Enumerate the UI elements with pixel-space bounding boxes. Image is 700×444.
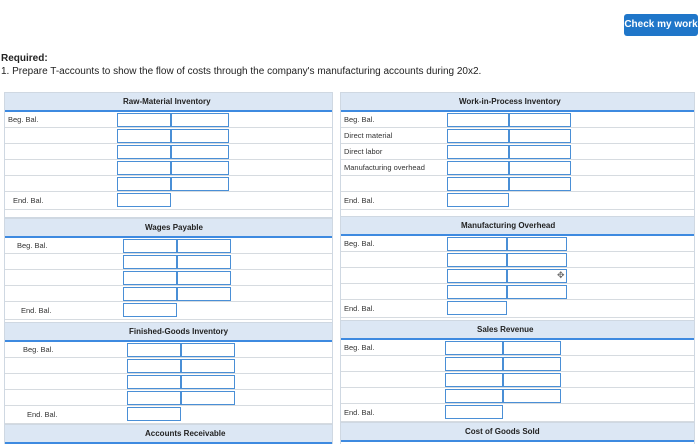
- debit-input[interactable]: [123, 255, 177, 269]
- end-bal-label: End. Bal.: [27, 410, 58, 419]
- beg-bal-label: Beg. Bal.: [344, 239, 375, 248]
- t-account-accounts-receivable: [4, 424, 333, 444]
- end-bal-input[interactable]: [445, 405, 503, 419]
- end-bal-input[interactable]: [447, 193, 509, 207]
- end-bal-input[interactable]: [447, 301, 507, 315]
- account-title: Manufacturing Overhead: [341, 217, 694, 236]
- debit-input[interactable]: [447, 145, 509, 159]
- check-my-work-button[interactable]: Check my work: [624, 14, 698, 36]
- debit-input[interactable]: [445, 341, 503, 355]
- account-title: Wages Payable: [5, 219, 332, 238]
- credit-input[interactable]: [503, 373, 561, 387]
- credit-input[interactable]: [181, 343, 235, 357]
- debit-input[interactable]: [127, 391, 181, 405]
- end-bal-input[interactable]: [117, 193, 171, 207]
- debit-input[interactable]: [127, 343, 181, 357]
- credit-input[interactable]: [177, 271, 231, 285]
- debit-input[interactable]: [447, 237, 507, 251]
- debit-input[interactable]: [447, 113, 509, 127]
- t-account-cost-of-goods-sold: [340, 422, 695, 444]
- debit-input[interactable]: [123, 239, 177, 253]
- credit-input[interactable]: [171, 113, 229, 127]
- beg-bal-label: Beg. Bal.: [23, 345, 54, 354]
- credit-input[interactable]: [509, 177, 571, 191]
- debit-input[interactable]: [123, 271, 177, 285]
- debit-input[interactable]: [117, 177, 171, 191]
- credit-input[interactable]: [177, 239, 231, 253]
- account-title: Accounts Receivable: [5, 425, 332, 444]
- debit-input[interactable]: [127, 359, 181, 373]
- end-bal-label: End. Bal.: [344, 196, 375, 205]
- t-account-sales-revenue: [340, 320, 695, 426]
- required-heading: Required:: [1, 53, 48, 64]
- end-bal-label: End. Bal.: [13, 196, 44, 205]
- direct-material-label: Direct material: [344, 131, 393, 140]
- debit-input[interactable]: [447, 253, 507, 267]
- credit-input[interactable]: [503, 389, 561, 403]
- credit-input[interactable]: [177, 287, 231, 301]
- end-bal-input[interactable]: [127, 407, 181, 421]
- debit-input[interactable]: [445, 357, 503, 371]
- debit-input[interactable]: [445, 373, 503, 387]
- end-bal-input[interactable]: [123, 303, 177, 317]
- beg-bal-label: Beg. Bal.: [344, 115, 375, 124]
- credit-input[interactable]: [171, 129, 229, 143]
- credit-input[interactable]: [507, 237, 567, 251]
- credit-input[interactable]: [509, 145, 571, 159]
- credit-input[interactable]: [171, 145, 229, 159]
- account-title: Raw-Material Inventory: [5, 93, 332, 112]
- credit-input[interactable]: [507, 285, 567, 299]
- direct-labor-label: Direct labor: [344, 147, 383, 156]
- end-bal-label: End. Bal.: [21, 306, 52, 315]
- credit-input[interactable]: [181, 359, 235, 373]
- debit-input[interactable]: [445, 389, 503, 403]
- credit-input[interactable]: [507, 253, 567, 267]
- beg-bal-label: Beg. Bal.: [17, 241, 48, 250]
- debit-input[interactable]: [127, 375, 181, 389]
- credit-input[interactable]: [509, 161, 571, 175]
- credit-input[interactable]: [503, 341, 561, 355]
- debit-input[interactable]: [447, 177, 509, 191]
- move-cursor-icon: ✥: [557, 270, 565, 280]
- account-title: Sales Revenue: [341, 321, 694, 340]
- credit-input[interactable]: [171, 161, 229, 175]
- account-title: Cost of Goods Sold: [341, 423, 694, 442]
- debit-input[interactable]: [447, 285, 507, 299]
- account-title: Work-in-Process Inventory: [341, 93, 694, 112]
- t-account-manufacturing-overhead: [340, 216, 695, 324]
- credit-input[interactable]: [509, 129, 571, 143]
- t-account-wages-payable: [4, 218, 333, 324]
- credit-input[interactable]: [503, 357, 561, 371]
- account-title: Finished-Goods Inventory: [5, 323, 332, 342]
- end-bal-label: End. Bal.: [344, 408, 375, 417]
- t-account-work-in-process: [340, 92, 695, 218]
- debit-input[interactable]: [447, 269, 507, 283]
- credit-input[interactable]: [177, 255, 231, 269]
- t-account-raw-material: [4, 92, 333, 218]
- credit-input[interactable]: [181, 391, 235, 405]
- credit-input[interactable]: [181, 375, 235, 389]
- beg-bal-label: Beg. Bal.: [8, 115, 39, 124]
- debit-input[interactable]: [117, 145, 171, 159]
- end-bal-label: End. Bal.: [344, 304, 375, 313]
- debit-input[interactable]: [447, 161, 509, 175]
- debit-input[interactable]: [447, 129, 509, 143]
- debit-input[interactable]: [123, 287, 177, 301]
- debit-input[interactable]: [117, 161, 171, 175]
- mfg-overhead-label: Manufacturing overhead: [344, 163, 425, 172]
- credit-input[interactable]: [171, 177, 229, 191]
- instruction-text: 1. Prepare T-accounts to show the flow of costs through the company's manufacturing accounts during 20x2.: [1, 66, 482, 77]
- beg-bal-label: Beg. Bal.: [344, 343, 375, 352]
- debit-input[interactable]: [117, 113, 171, 127]
- credit-input[interactable]: [509, 113, 571, 127]
- debit-input[interactable]: [117, 129, 171, 143]
- t-account-finished-goods: [4, 322, 333, 426]
